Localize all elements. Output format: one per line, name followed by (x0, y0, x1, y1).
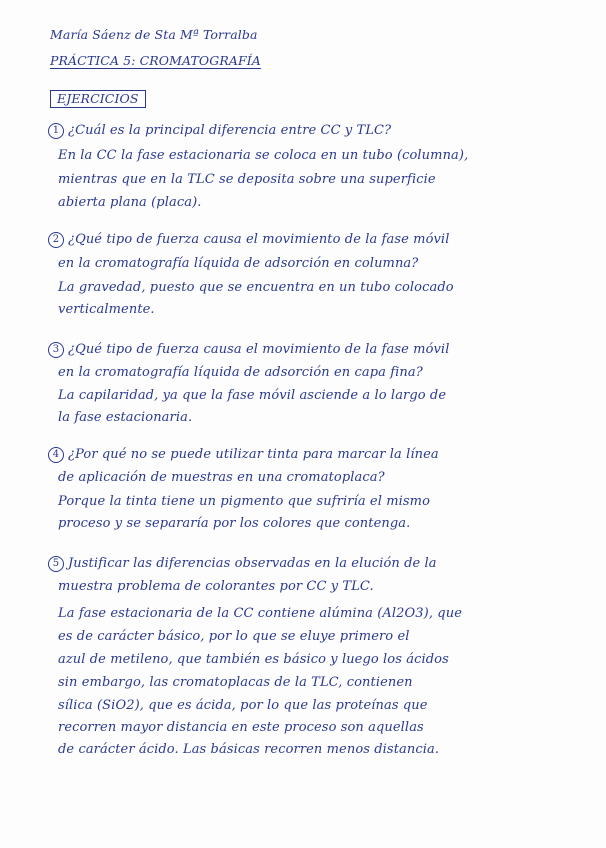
exercise-2-number: 2 (48, 232, 64, 248)
exercise-4-question-line-2: de aplicación de muestras en una cromatoplaca? (58, 470, 385, 485)
exercise-2-question-line-1 (48, 232, 449, 248)
exercise-1-answer-line-2: mientras que en la TLC se deposita sobre una superficie (58, 172, 436, 187)
author-name: María Sáenz de Sta Mª Torralba (50, 27, 258, 42)
exercise-3-question-line-2: en la cromatografía líquida de adsorción en capa fina? (58, 365, 423, 380)
exercise-3-answer-line-2: la fase estacionaria. (58, 410, 193, 425)
exercise-4-answer-line-2: proceso y se separaría por los colores que contenga. (58, 516, 411, 531)
exercise-4-number: 4 (48, 447, 64, 463)
exercise-1-question-text: ¿Cuál es la principal diferencia entre CC y TLC? (68, 123, 392, 138)
exercise-5-answer-line-4: sin embargo, las cromatoplacas de la TLC, contienen (58, 675, 413, 690)
exercise-1-answer-line-3: abierta plana (placa). (58, 195, 202, 210)
exercise-4-question-text-1: ¿Por qué no se puede utilizar tinta para marcar la línea (68, 447, 439, 462)
practice-title: PRÁCTICA 5: CROMATOGRAFÍA (50, 53, 261, 68)
exercise-3-question-line-1 (48, 342, 449, 358)
section-heading (50, 91, 146, 106)
exercise-2-answer-line-2: verticalmente. (58, 302, 155, 317)
exercise-3-question-text-1: ¿Qué tipo de fuerza causa el movimiento de la fase móvil (68, 342, 450, 357)
exercise-4-question-line-1 (48, 447, 439, 463)
exercise-3-answer-line-1: La capilaridad, ya que la fase móvil asciende a lo largo de (58, 388, 447, 403)
exercise-1-number: 1 (48, 123, 64, 139)
exercise-2-answer-line-1: La gravedad, puesto que se encuentra en un tubo colocado (58, 280, 454, 295)
exercise-5-question-line-1 (48, 556, 437, 572)
exercise-1-answer-line-1: En la CC la fase estacionaria se coloca en un tubo (columna), (58, 148, 469, 163)
exercise-5-number: 5 (48, 556, 64, 572)
exercise-5-answer-line-7: de carácter ácido. Las básicas recorren menos distancia. (58, 742, 440, 757)
exercise-5-answer-line-3: azul de metileno, que también es básico y luego los ácidos (58, 652, 449, 667)
exercise-2-question-text-1: ¿Qué tipo de fuerza causa el movimiento de la fase móvil (68, 232, 450, 247)
exercise-5-question-line-2: muestra problema de colorantes por CC y TLC. (58, 579, 374, 594)
exercise-2-question-line-2: en la cromatografía líquida de adsorción en columna? (58, 256, 419, 271)
exercise-5-answer-line-5: sílica (SiO2), que es ácida, por lo que las proteínas que (58, 698, 428, 713)
exercise-5-answer-line-6: recorren mayor distancia en este proceso son aquellas (58, 720, 424, 735)
exercise-3-number: 3 (48, 342, 64, 358)
exercise-1-question-line-1 (48, 123, 391, 139)
exercise-5-answer-line-1: La fase estacionaria de la CC contiene alúmina (Al2O3), que (58, 606, 462, 621)
exercise-5-answer-line-2: es de carácter básico, por lo que se eluye primero el (58, 629, 410, 644)
section-heading-box: EJERCICIOS (50, 90, 146, 108)
exercise-4-answer-line-1: Porque la tinta tiene un pigmento que sufriría el mismo (58, 494, 431, 509)
exercise-5-question-text-1: Justificar las diferencias observadas en la elución de la (68, 556, 437, 571)
